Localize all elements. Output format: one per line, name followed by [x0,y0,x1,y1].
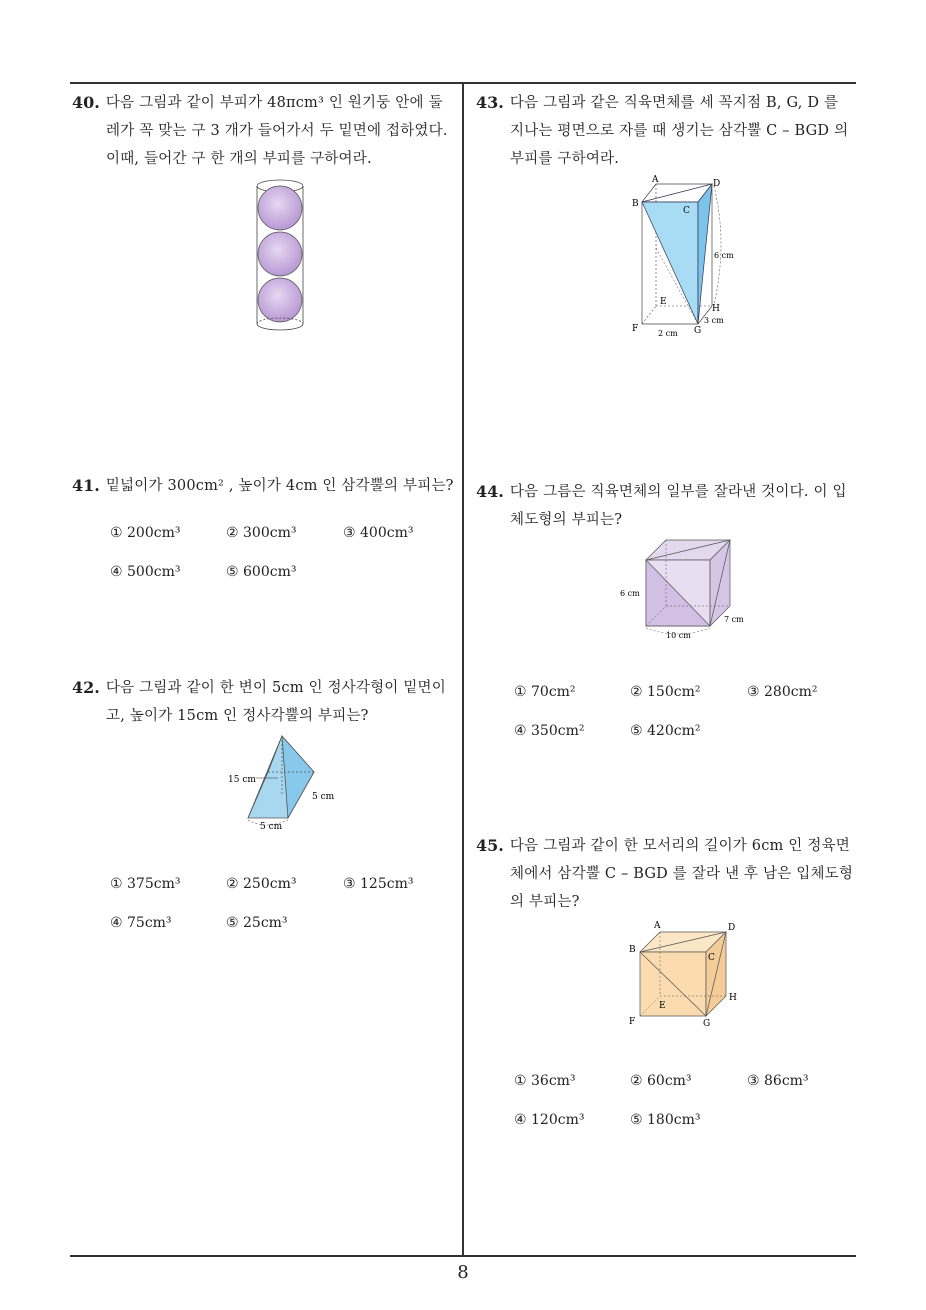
vertex-label-F: F [632,324,639,334]
question-number: 40. [72,93,100,112]
question-text-line: 체도형의 부피는? [510,512,623,528]
question-text-line: 밑넓이가 300cm² , 높이가 4cm 인 삼각뿔의 부피는? [105,478,454,494]
vertex-label-G: G [694,326,702,336]
choice-1[interactable]: ① 70cm² [514,684,576,700]
choice-1[interactable]: ① 375cm³ [110,876,181,892]
cut-cuboid-figure [618,536,758,642]
vertex-label-H: H [712,304,720,314]
question-44 [476,478,861,534]
choice-2[interactable]: ② 300cm³ [226,525,297,541]
vertex-label-D: D [728,923,736,933]
column-divider [462,82,464,1256]
cylinder-spheres-figure [250,176,310,336]
question-text-line: 다음 그림과 같이 한 변이 5cm 인 정사각형이 밑면이 [105,680,446,696]
page-number: 8 [457,1262,469,1283]
question-text-line: 체에서 삼각뿔 C – BGD 를 잘라 낸 후 남은 입체도형 [510,866,854,882]
question-41 [72,472,457,500]
height-label: 6 cm [620,589,640,598]
bottom-rule [70,1255,856,1257]
question-text-line: 고, 높이가 15cm 인 정사각뿔의 부피는? [106,708,369,724]
square-pyramid-figure [226,734,336,834]
question-number: 44. [476,482,504,501]
vertex-label-D: D [713,179,721,189]
choice-4[interactable]: ④ 75cm³ [110,915,172,931]
choice-1[interactable]: ① 36cm³ [514,1073,576,1089]
vertex-label-G: G [703,1019,711,1029]
choice-5[interactable]: ⑤ 420cm² [630,723,701,739]
vertex-label-E: E [659,1001,666,1011]
cuboid-cut-figure [626,174,742,340]
vertex-label-B: B [632,199,639,209]
question-text-line: 레가 꼭 맞는 구 3 개가 들어가서 두 밑면에 접하였다. [106,123,448,139]
question-number: 41. [72,476,100,495]
choice-4[interactable]: ④ 350cm² [514,723,585,739]
choice-5[interactable]: ⑤ 180cm³ [630,1112,701,1128]
height-label: 6 cm [714,251,734,260]
vertex-label-C: C [708,953,715,963]
choice-4[interactable]: ④ 500cm³ [110,564,181,580]
choice-2[interactable]: ② 250cm³ [226,876,297,892]
choice-3[interactable]: ③ 400cm³ [343,525,414,541]
question-45 [476,832,861,916]
depth-label: 3 cm [704,316,724,325]
question-42 [72,674,457,730]
question-text-line: 이때, 들어간 구 한 개의 부피를 구하여라. [106,151,372,167]
question-text-line: 의 부피는? [510,894,580,910]
choice-4[interactable]: ④ 120cm³ [514,1112,585,1128]
vertex-label-C: C [683,206,690,216]
question-43 [476,89,861,173]
vertex-label-A: A [652,175,659,185]
choice-2[interactable]: ② 150cm² [630,684,701,700]
vertex-label-F: F [629,1017,636,1027]
cube-cut-figure [626,918,742,1032]
choice-5[interactable]: ⑤ 25cm³ [226,915,288,931]
sphere [258,232,302,276]
choice-5[interactable]: ⑤ 600cm³ [226,564,297,580]
choice-1[interactable]: ① 200cm³ [110,525,181,541]
question-40 [72,89,457,173]
choice-3[interactable]: ③ 125cm³ [343,876,414,892]
question-text-line: 다음 그름은 직육면체의 일부를 잘라낸 것이다. 이 입 [509,484,847,500]
choice-2[interactable]: ② 60cm³ [630,1073,692,1089]
vertex-label-H: H [729,993,737,1003]
question-number: 45. [476,836,504,855]
question-text-line: 다음 그림과 같은 직육면체를 세 꼭지점 B, G, D 를 [509,95,839,111]
sphere [258,186,302,230]
question-text-line: 다음 그림과 같이 부피가 48πcm³ 인 원기둥 안에 둘 [105,95,443,111]
width-label: 10 cm [666,631,691,640]
depth-label: 7 cm [724,615,744,624]
choice-3[interactable]: ③ 86cm³ [747,1073,809,1089]
width-label: 2 cm [658,329,678,338]
choice-3[interactable]: ③ 280cm² [747,684,818,700]
question-text-line: 다음 그림과 같이 한 모서리의 길이가 6cm 인 정육면 [509,838,850,854]
question-number: 42. [72,678,100,697]
height-label: 15 cm [228,775,256,785]
question-text-line: 지나는 평면으로 자를 때 생기는 삼각뿔 C – BGD 의 [510,123,849,139]
sphere [258,278,302,322]
side-label: 5 cm [312,792,335,802]
vertex-label-E: E [660,297,667,307]
question-number: 43. [476,93,504,112]
vertex-label-A: A [654,921,661,931]
vertex-label-B: B [629,945,636,955]
base-label: 5 cm [260,822,283,832]
question-text-line: 부피를 구하여라. [510,151,620,167]
